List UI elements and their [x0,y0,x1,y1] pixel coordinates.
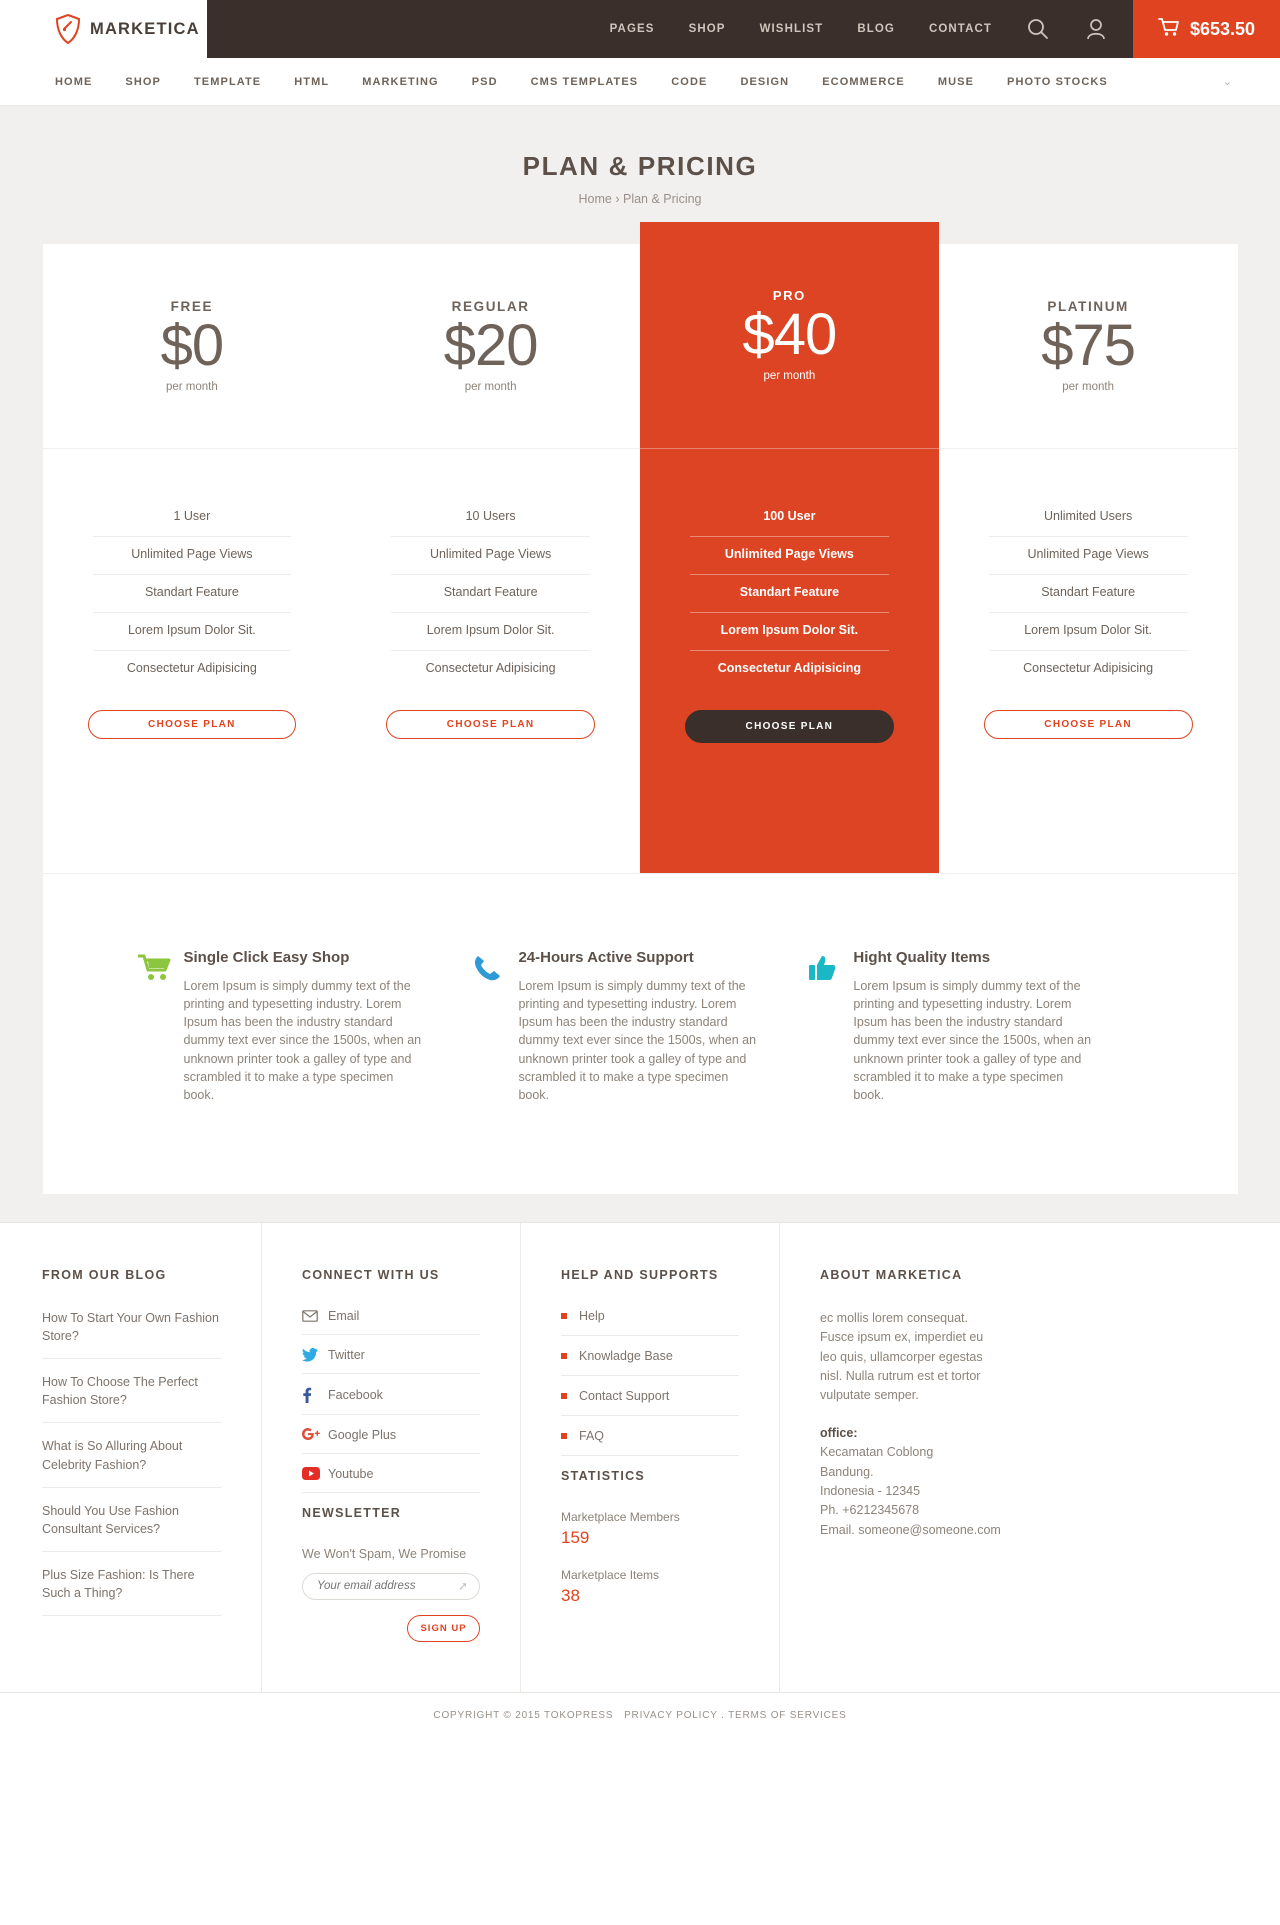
terms-of-services-link[interactable]: TERMS OF SERVICES [728,1709,847,1721]
square-bullet-icon [561,1393,567,1399]
footer-about-text: ec mollis lorem consequat. Fusce ipsum ex, imperdiet eu leo quis, ullamcorper egestas nisl. Nulla rutrum est et tortor vulputate semper. [820,1310,984,1403]
plan-period: per month [165,380,218,393]
content-panel [43,244,1238,1194]
breadcrumb-separator: › [615,192,620,206]
stat-value-items: 38 [561,1585,580,1605]
feature-text [518,949,761,1104]
mainnav-item-cms-templates[interactable]: CMS TEMPLATES [530,75,639,88]
footer-social-twitter[interactable] [302,1348,480,1374]
shield-logo-icon [55,14,81,44]
twitter-icon [302,1348,328,1362]
mainnav-item-ecommerce[interactable]: ECOMMERCE [822,75,905,88]
footer-office-line: Bandung. [820,1464,874,1479]
mainnav-item-psd[interactable]: PSD [471,75,498,88]
choose-plan-button-free[interactable]: CHOOSE PLAN [88,710,297,739]
plan-feature: Unlimited Page Views [391,537,590,575]
plan-features [939,449,1238,688]
feature-body: Lorem Ipsum is simply dummy text of the printing and typesetting industry. Lorem Ipsum has been the industry standard dummy text ever since the 1500s, when an unknown printer took a galley of type and scrambled it to make a type specimen book. [518,979,757,1102]
topnav-item-blog[interactable]: BLOG [857,23,895,35]
footer-office-line: Email. someone@someone.com [820,1522,1001,1537]
plan-cta-wrap [939,688,1238,859]
copyright-text: COPYRIGHT © 2015 TOKOPRESS [433,1709,614,1721]
plan-feature: Consectetur Adipisicing [425,661,556,675]
footer-help-link-contact-support[interactable] [561,1389,739,1416]
plan-feature: Consectetur Adipisicing [1023,661,1154,675]
feature-body: Lorem Ipsum is simply dummy text of the printing and typesetting industry. Lorem Ipsum has been the industry standard dummy text ever since the 1500s, when an unknown printer took a galley of type and scrambled it to make a type specimen book. [183,979,422,1102]
plan-feature: 1 User [93,499,292,537]
feature-title: Single Click Easy Shop [183,949,350,966]
footer-connect-title: CONNECT WITH US [302,1267,440,1282]
brand-logo[interactable] [0,0,207,58]
cart-icon [1158,17,1180,42]
footer-blog-link[interactable]: How To Start Your Own Fashion Store? [42,1309,221,1359]
plan-feature: Standart Feature [989,575,1188,613]
footer-help-label: FAQ [579,1428,605,1443]
plan-feature: 10 Users [391,499,590,537]
newsletter-signup-button[interactable]: SIGN UP [407,1615,480,1642]
feature-title: Hight Quality Items [853,949,991,966]
footer-office-line: Kecamatan Coblong [820,1445,934,1460]
pricing-plan-free [43,244,342,873]
feature-card [807,949,1142,1104]
mainnav-item-muse[interactable]: MUSE [937,75,975,88]
feature-card [138,949,473,1104]
breadcrumb [0,192,1280,206]
plan-feature: Consectetur Adipisicing [717,661,862,675]
feature-highlights [43,873,1238,1194]
footer-blog-section [0,1223,262,1692]
footer-blog-link[interactable]: How To Choose The Perfect Fashion Store? [42,1373,221,1423]
square-bullet-icon [561,1353,567,1359]
footer-blog-link[interactable]: Should You Use Fashion Consultant Services? [42,1502,221,1552]
plan-name: REGULAR [451,299,530,315]
mainnav-item-html[interactable]: HTML [294,75,330,88]
feature-body: Lorem Ipsum is simply dummy text of the printing and typesetting industry. Lorem Ipsum has been the industry standard dummy text ever since the 1500s, when an unknown printer took a galley of type and scrambled it to make a type specimen book. [853,979,1092,1102]
stat-value-members: 159 [561,1527,590,1547]
choose-plan-button-platinum[interactable]: CHOOSE PLAN [984,710,1193,739]
topnav-item-wishlist[interactable]: WISHLIST [759,23,824,35]
footer-help-section [521,1223,780,1692]
footer-help-label: Knowladge Base [579,1348,673,1363]
phone-icon [472,949,518,1104]
footer-help-title: HELP AND SUPPORTS [561,1267,719,1282]
mainnav-item-photo-stocks[interactable]: PHOTO STOCKS [1007,75,1108,88]
newsletter-input-wrap[interactable] [302,1573,480,1600]
breadcrumb-current: Plan & Pricing [622,192,702,206]
copyright-separator: . [721,1709,725,1721]
plan-feature: Unlimited Page Views [690,537,889,575]
plan-feature: Standart Feature [690,575,889,613]
stat-label-members: Marketplace Members [561,1509,680,1524]
footer-help-label: Contact Support [579,1388,670,1403]
shopping-cart-icon [138,949,184,1104]
plan-name: PLATINUM [1047,299,1129,315]
footer-office-block [820,1424,1240,1540]
footer-social-label: Facebook [328,1387,383,1402]
topnav-item-pages[interactable]: PAGES [609,23,655,35]
footer-help-label: Help [579,1308,605,1323]
plan-feature: Consectetur Adipisicing [126,661,257,675]
pricing-plan-pro [640,222,939,873]
square-bullet-icon [561,1433,567,1439]
cart-amount: $653.50 [1189,18,1256,39]
footer-newsletter-title: NEWSLETTER [302,1505,402,1520]
footer-social-youtube[interactable] [302,1467,480,1493]
footer-blog-link[interactable]: Plus Size Fashion: Is There Such a Thing? [42,1566,221,1616]
envelope-icon [302,1310,328,1322]
chevron-down-icon[interactable]: ⌄ [1222,76,1232,88]
brand-name: MARKETICA [90,19,200,38]
plan-head [43,244,342,449]
footer-office-line: Ph. +6212345678 [820,1503,920,1518]
mainnav-item-template[interactable]: TEMPLATE [193,75,262,88]
plan-price: $75 [1041,313,1136,379]
footer-social-googleplus[interactable] [302,1428,480,1454]
content-background [0,244,1280,1222]
footer-newsletter-subtitle: We Won't Spam, We Promise [302,1546,467,1561]
privacy-policy-link[interactable]: PRIVACY POLICY [624,1709,718,1721]
footer-office-line: Indonesia - 12345 [820,1483,921,1498]
feature-text [184,949,427,1104]
pricing-plan-regular [341,244,640,873]
plan-feature: Lorem Ipsum Dolor Sit. [690,613,889,651]
plan-period: per month [1062,380,1115,393]
feature-title: 24-Hours Active Support [518,949,694,966]
mainnav-item-code[interactable]: CODE [671,75,708,88]
plan-price: $0 [160,313,224,379]
footer [0,1222,1280,1692]
topnav-item-shop[interactable]: SHOP [688,23,726,35]
plan-price: $20 [443,313,538,379]
footer-about-title: ABOUT MARKETICA [820,1267,963,1282]
pricing-table [43,244,1238,873]
plan-feature: Lorem Ipsum Dolor Sit. [391,613,590,651]
footer-social-label: Email [328,1308,360,1323]
plan-feature: Unlimited Page Views [93,537,292,575]
topnav-item-contact[interactable]: CONTACT [928,23,992,35]
footer-social-facebook[interactable] [302,1387,480,1415]
google-plus-icon [302,1428,328,1442]
plan-feature: Unlimited Users [989,499,1188,537]
pricing-plan-platinum [939,244,1238,873]
plan-cta-wrap [640,688,939,863]
youtube-icon [302,1467,328,1480]
square-bullet-icon [561,1313,567,1319]
plan-price: $40 [742,302,837,368]
user-icon[interactable] [1067,0,1125,58]
footer-social-label: Google Plus [328,1427,397,1442]
top-navigation [207,0,1133,58]
facebook-icon [302,1387,328,1403]
footer-blog-title: FROM OUR BLOG [42,1267,167,1282]
plan-feature: Lorem Ipsum Dolor Sit. [93,613,292,651]
mainnav-item-marketing[interactable]: MARKETING [362,75,439,88]
footer-about-section [780,1223,1280,1692]
mainnav-item-home[interactable]: HOME [55,75,93,88]
plan-feature: Lorem Ipsum Dolor Sit. [989,613,1188,651]
plan-feature: 100 User [690,499,889,537]
plan-head [939,244,1238,449]
plan-feature: Standart Feature [93,575,292,613]
choose-plan-button-regular[interactable]: CHOOSE PLAN [386,710,595,739]
top-icon-group [1009,0,1125,58]
plan-head [640,222,939,449]
plan-features [43,449,342,688]
footer-help-link-faq[interactable] [561,1429,739,1456]
footer-social-label: Twitter [328,1347,365,1362]
top-bar [0,0,1280,58]
plan-head [341,244,640,449]
plan-period: per month [763,369,816,382]
plan-features [640,449,939,688]
footer-help-link-help[interactable] [561,1309,739,1336]
send-arrow-icon: ➚ [457,1579,468,1594]
breadcrumb-home[interactable]: Home [578,192,612,206]
feature-card [472,949,807,1104]
footer-social-label: Youtube [328,1466,374,1481]
plan-name: FREE [170,299,214,315]
stat-label-items: Marketplace Items [561,1567,660,1582]
footer-blog-link[interactable]: What is So Alluring About Celebrity Fashion? [42,1437,221,1487]
plan-period: per month [464,380,517,393]
footer-office-label: office: [820,1425,858,1440]
thumbs-up-icon [807,949,853,1104]
plan-feature: Unlimited Page Views [989,537,1188,575]
feature-text [853,949,1096,1104]
footer-social-email[interactable] [302,1309,480,1335]
plan-cta-wrap [43,688,342,859]
copyright-bar [0,1692,1280,1741]
choose-plan-button-pro[interactable]: CHOOSE PLAN [685,710,894,743]
cart-button[interactable] [1133,0,1280,58]
plan-cta-wrap [341,688,640,859]
newsletter-email-input[interactable] [315,1579,455,1593]
search-icon[interactable] [1009,0,1067,58]
plan-name: PRO [772,288,806,304]
mainnav-item-design[interactable]: DESIGN [740,75,790,88]
footer-connect-section [262,1223,521,1692]
main-navigation [0,58,1280,106]
footer-help-link-knowledge-base[interactable] [561,1349,739,1376]
page-title: PLAN & PRICING [522,151,758,181]
mainnav-item-shop[interactable]: SHOP [125,75,161,88]
plan-feature: Standart Feature [391,575,590,613]
plan-features [341,449,640,688]
footer-statistics-title: STATISTICS [561,1468,646,1483]
